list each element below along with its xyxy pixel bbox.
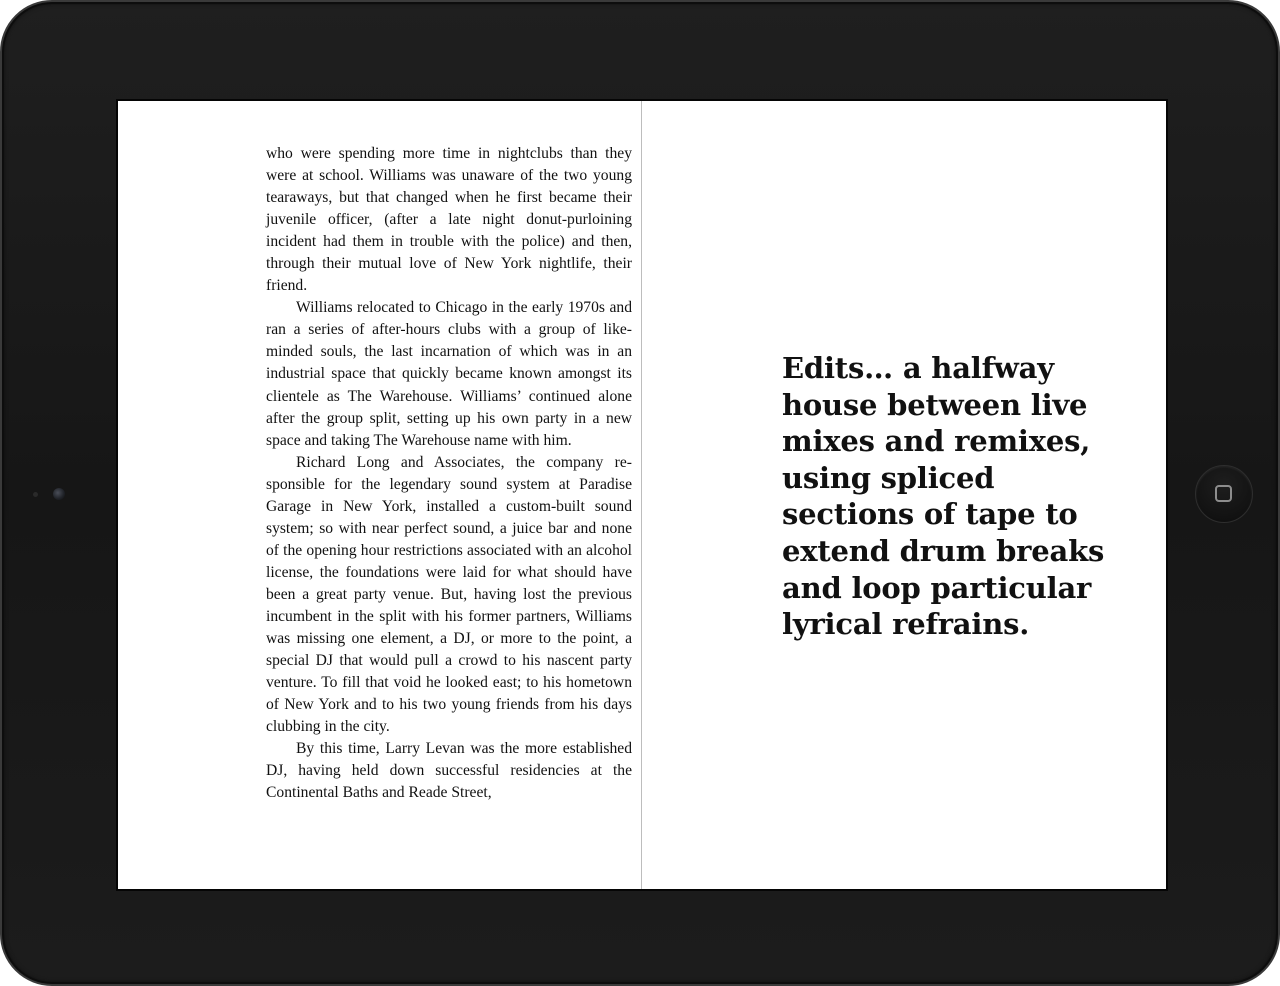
body-text: [266, 143, 632, 804]
rounded-square-icon: [1215, 485, 1232, 502]
paragraph: who were spending more time in nightclubs than they were at school. Williams was unaware of the two young tearaways, but that changed when he first became their juvenile officer, (after a late night donut-purloining incident had them in trouble with the police) and then, through their mutual love of New York nightlife, their friend.: [266, 145, 632, 295]
ambient-light-sensor-icon: [33, 492, 38, 497]
paragraph: By this time, Larry Levan was the more established DJ, having held down successful residencies at the Continental Baths and Reade Street,: [266, 740, 632, 802]
front-camera-icon: [53, 488, 65, 500]
left-page[interactable]: [118, 101, 641, 889]
paragraph: Richard Long and Associates, the company responsible for the legendary sound system at Paradise Garage in New York, installed a custom-built sound system; so with near perfect sound, a juice bar and none of the opening hour restrictions associated with an alcohol license, the foundations were laid for what should have been a great party venue. But, having lost the previous incumbent in the split with his former partners, Williams was missing one element, a DJ, or more to the point, a special DJ that would pull a crowd to his nascent party venture. To fill that void he looked east; to his hometown of New York and to his two young friends from his days clubbing in the city.: [266, 453, 632, 736]
pull-quote: Edits… a halfway house between live mixes and remixes, using spliced sections of tape to extend drum breaks and loop particular lyrical refrains.: [782, 351, 1105, 642]
home-button[interactable]: [1195, 465, 1253, 523]
right-page[interactable]: [642, 101, 1166, 889]
ebook-screen[interactable]: [118, 101, 1166, 889]
paragraph: Williams relocated to Chicago in the early 1970s and ran a series of after-hours clubs with a group of like-minded souls, the last incarnation of which was in an industrial space that quickly became known amongst its clientele as The Warehouse. Williams’ continued alone after the group split, setting up his own party in a new space and taking The Warehouse name with him.: [266, 299, 632, 449]
